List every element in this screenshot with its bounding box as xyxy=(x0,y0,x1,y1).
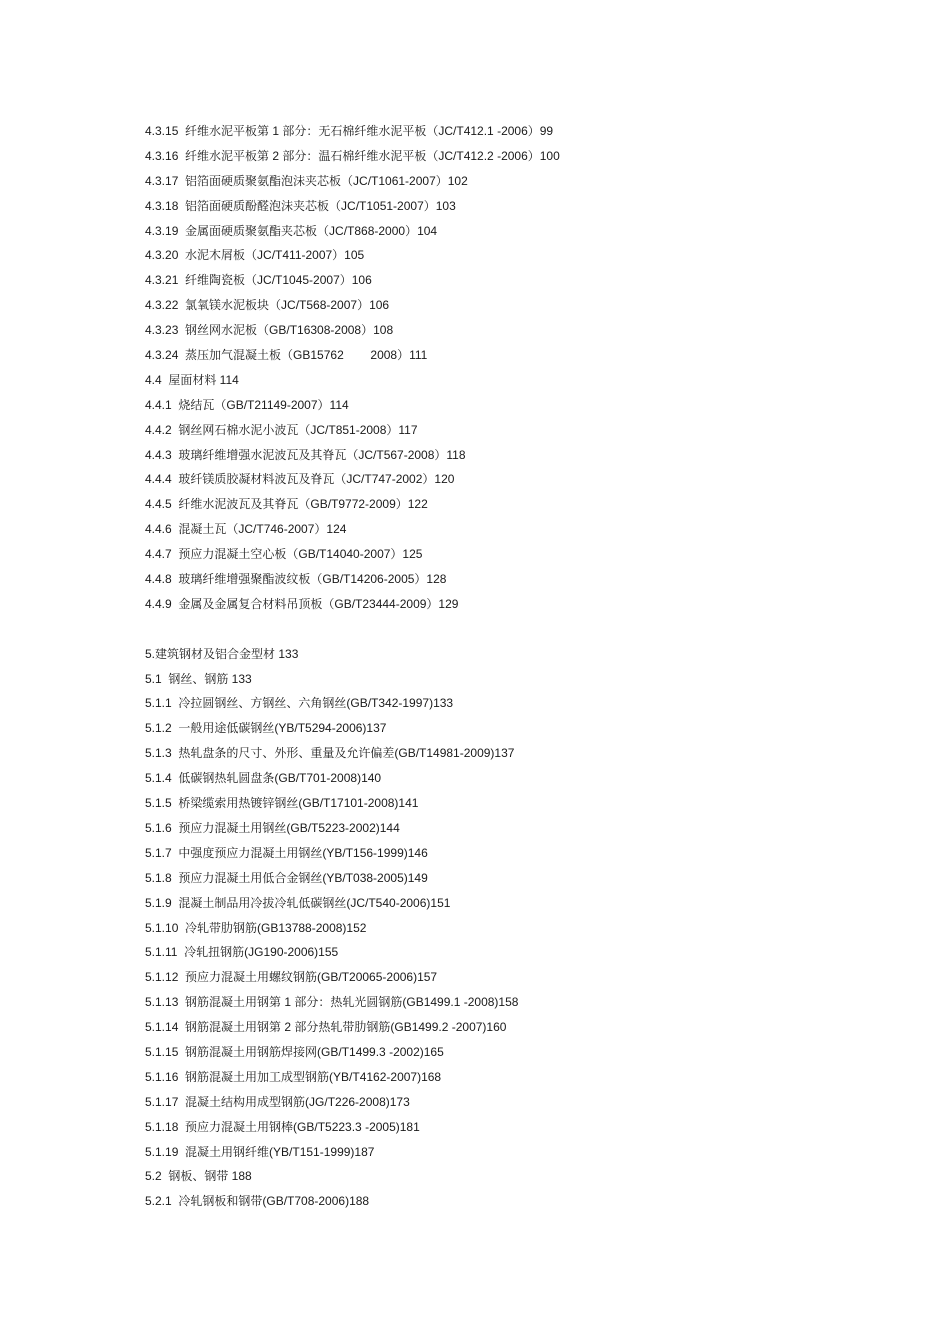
toc-entry: 5.1.11 冷轧扭钢筋(JG190-2006)155 xyxy=(145,945,339,960)
toc-group-4 xyxy=(145,119,905,617)
toc-entry: 4.3.21 纤维陶瓷板（JC/T1045-2007）106 xyxy=(145,273,372,288)
toc-entry: 5.1.19 混凝土用钢纤维(YB/T151-1999)187 xyxy=(145,1144,375,1159)
toc-entry: 4.4.7 预应力混凝土空心板（GB/T14040-2007）125 xyxy=(145,547,423,562)
toc-entry: 5.1.2 一般用途低碳钢丝(YB/T5294-2006)137 xyxy=(145,721,387,736)
toc-entry: 4.4.8 玻璃纤维增强聚酯波纹板（GB/T14206-2005）128 xyxy=(145,572,447,587)
toc-entry: 5.1.9 混凝土制品用冷拔冷轧低碳钢丝(JC/T540-2006)151 xyxy=(145,895,451,910)
toc-entry: 4.4.9 金属及金属复合材料吊顶板（GB/T23444-2009）129 xyxy=(145,596,459,611)
toc-entry: 5.1.16 钢筋混凝土用加工成型钢筋(YB/T4162-2007)168 xyxy=(145,1069,442,1084)
toc-entry: 5.1.8 预应力混凝土用低合金钢丝(YB/T038-2005)149 xyxy=(145,870,428,885)
toc-entry: 4.3.17 铝箔面硬质聚氨酯泡沫夹芯板（JC/T1061-2007）102 xyxy=(145,173,468,188)
toc-entry: 5.1.12 预应力混凝土用螺纹钢筋(GB/T20065-2006)157 xyxy=(145,970,438,985)
toc-entry: 5.2.1 冷轧钢板和钢带(GB/T708-2006)188 xyxy=(145,1194,370,1209)
toc-entry: 4.4.3 玻璃纤维增强水泥波瓦及其脊瓦（JC/T567-2008）118 xyxy=(145,447,466,462)
toc-entry: 5.1.18 预应力混凝土用钢棒(GB/T5223.3 -2005)181 xyxy=(145,1119,420,1134)
toc-entry: 5.1.17 混凝土结构用成型钢筋(JG/T226-2008)173 xyxy=(145,1094,410,1109)
toc-entry: 5.1.10 冷轧带肋钢筋(GB13788-2008)152 xyxy=(145,920,367,935)
table-of-contents xyxy=(145,119,905,1214)
toc-entry: 5.1.14 钢筋混凝土用钢第 2 部分热轧带肋钢筋(GB1499.2 -2007)160 xyxy=(145,1020,507,1035)
toc-entry: 4.4.4 玻纤镁质胶凝材料波瓦及脊瓦（JC/T747-2002）120 xyxy=(145,472,455,487)
toc-entry: 4.3.19 金属面硬质聚氨酯夹芯板（JC/T868-2000）104 xyxy=(145,223,438,238)
toc-chapter-heading: 5.建筑钢材及铝合金型材 133 xyxy=(145,646,299,661)
toc-entry: 4.4 屋面材料 114 xyxy=(145,372,239,387)
toc-group-5 xyxy=(145,642,905,1214)
toc-entry: 5.1.15 钢筋混凝土用钢筋焊接网(GB/T1499.3 -2002)165 xyxy=(145,1044,444,1059)
toc-entry: 5.1.13 钢筋混凝土用钢第 1 部分：热轧光圆钢筋(GB1499.1 -2008)158 xyxy=(145,995,519,1010)
toc-entry: 4.4.2 钢丝网石棉水泥小波瓦（JC/T851-2008）117 xyxy=(145,422,418,437)
toc-entry: 4.3.20 水泥木屑板（JC/T411-2007）105 xyxy=(145,248,365,263)
toc-entry: 4.3.16 纤维水泥平板第 2 部分：温石棉纤维水泥平板（JC/T412.2 -2006）100 xyxy=(145,148,560,163)
toc-entry: 5.1.1 冷拉圆钢丝、方钢丝、六角钢丝(GB/T342-1997)133 xyxy=(145,696,454,711)
toc-entry: 4.4.5 纤维水泥波瓦及其脊瓦（GB/T9772-2009）122 xyxy=(145,497,428,512)
toc-entry: 4.4.1 烧结瓦（GB/T21149-2007）114 xyxy=(145,397,349,412)
toc-entry: 5.1 钢丝、钢筋 133 xyxy=(145,671,252,686)
toc-entry: 5.1.4 低碳钢热轧圆盘条(GB/T701-2008)140 xyxy=(145,771,382,786)
toc-entry: 5.2 钢板、钢带 188 xyxy=(145,1169,252,1184)
toc-entry: 4.3.15 纤维水泥平板第 1 部分：无石棉纤维水泥平板（JC/T412.1 -2006）99 xyxy=(145,124,554,138)
toc-entry: 4.3.23 钢丝网水泥板（GB/T16308-2008）108 xyxy=(145,323,394,338)
toc-entry: 5.1.6 预应力混凝土用钢丝(GB/T5223-2002)144 xyxy=(145,820,400,835)
section-spacer xyxy=(145,617,905,642)
toc-entry: 5.1.7 中强度预应力混凝土用钢丝(YB/T156-1999)146 xyxy=(145,845,428,860)
toc-entry: 4.3.24 蒸压加气混凝土板（GB15762 2008）111 xyxy=(145,348,428,363)
toc-entry: 4.4.6 混凝土瓦（JC/T746-2007）124 xyxy=(145,522,347,537)
toc-entry: 4.3.22 氯氧镁水泥板块（JC/T568-2007）106 xyxy=(145,298,390,313)
toc-entry: 4.3.18 铝箔面硬质酚醛泡沫夹芯板（JC/T1051-2007）103 xyxy=(145,198,456,213)
toc-entry: 5.1.3 热轧盘条的尺寸、外形、重量及允许偏差(GB/T14981-2009)137 xyxy=(145,746,515,761)
toc-entry: 5.1.5 桥梁缆索用热镀锌钢丝(GB/T17101-2008)141 xyxy=(145,796,419,811)
